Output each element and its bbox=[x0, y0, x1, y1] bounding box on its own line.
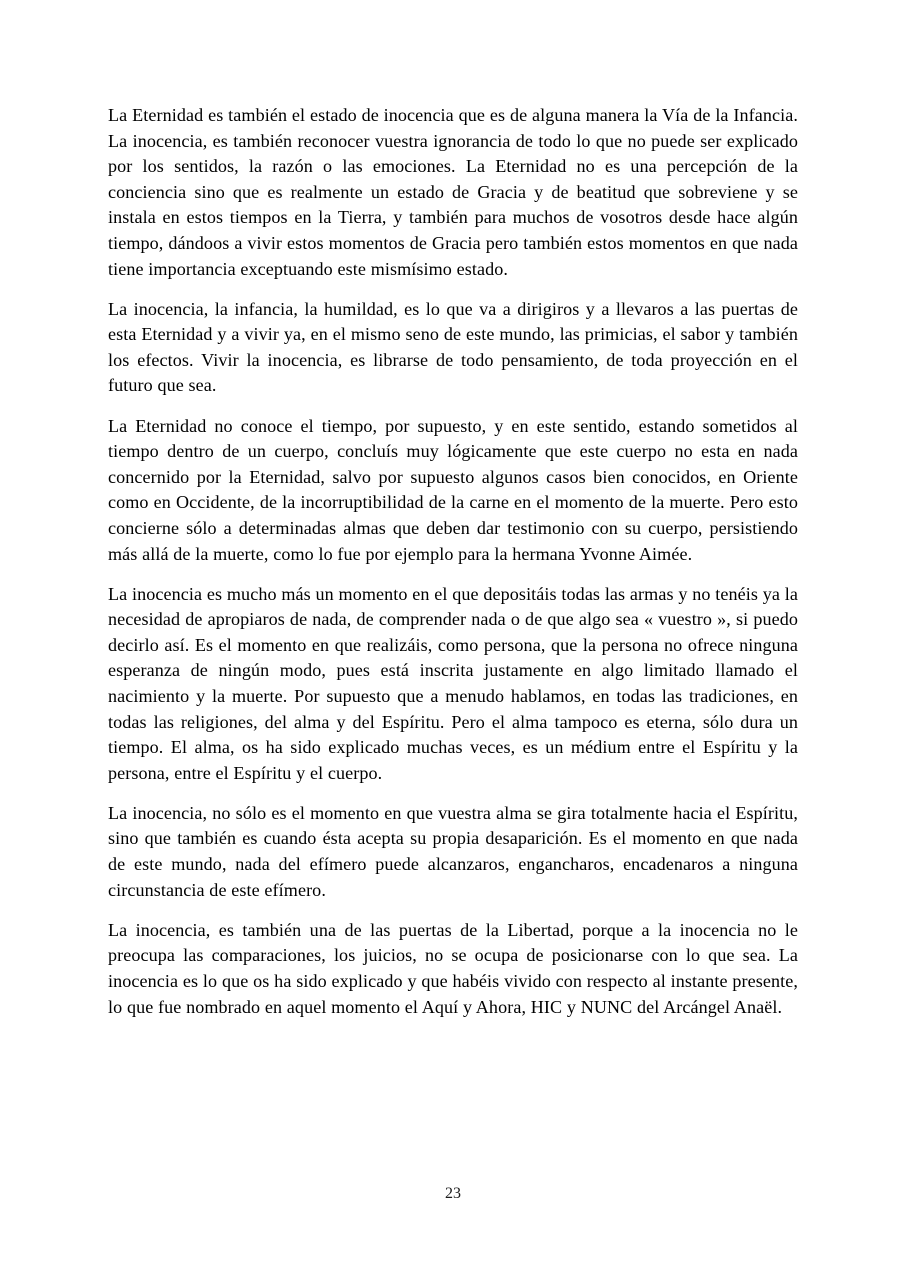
body-paragraph: La inocencia, no sólo es el momento en que vuestra alma se gira totalmente hacia el Espíritu, sino que también es cuando ésta acepta su propia desaparición. Es el momento en que nada de este mundo, nada del efímero puede alcanzaros, engancharos, encadenaros a ninguna circunstancia de este efímero. bbox=[108, 802, 798, 900]
body-paragraph: La inocencia, es también una de las puertas de la Libertad, porque a la inocencia no le preocupa las comparaciones, los juicios, no se ocupa de posicionarse con lo que sea. La inocencia es lo que os ha sido explicado y que habéis vivido con respecto al instante presente, lo que fue nombrado en aquel momento el Aquí y Ahora, HIC y NUNC del Arcángel Anaël. bbox=[108, 919, 798, 1017]
body-paragraph: La Eternidad no conoce el tiempo, por supuesto, y en este sentido, estando sometidos al tiempo dentro de un cuerpo, concluís muy lógicamente que este cuerpo no esta en nada concernido por la Eternidad, salvo por supuesto algunos casos bien conocidos, en Oriente como en Occidente, de la incorruptibilidad de la carne en el momento de la muerte. Pero esto concierne sólo a determinadas almas que deben dar testimonio con su cuerpo, persistiendo más allá de la muerte, como lo fue por ejemplo para la hermana Yvonne Aimée. bbox=[108, 415, 798, 564]
body-paragraph: La inocencia es mucho más un momento en el que depositáis todas las armas y no tenéis ya la necesidad de apropiaros de nada, de comprender nada o de que algo sea « vuestro », si puedo decirlo así. Es el momento en que realizáis, como persona, que la persona no ofrece ninguna esperanza de ningún modo, pues está inscrita justamente en algo limitado llamado el nacimiento y la muerte. Por supuesto que a menudo hablamos, en todas las tradiciones, en todas las religiones, del alma y del Espíritu. Pero el alma tampoco es eterna, sólo dura un tiempo. El alma, os ha sido explicado muchas veces, es un médium entre el Espíritu y la persona, entre el Espíritu y el cuerpo. bbox=[108, 583, 798, 783]
body-text-column bbox=[108, 103, 798, 1020]
body-paragraph: La inocencia, la infancia, la humildad, es lo que va a dirigiros y a llevaros a las puertas de esta Eternidad y a vivir ya, en el mismo seno de este mundo, las primicias, el sabor y también los efectos. Vivir la inocencia, es librarse de todo pensamiento, de toda proyección en el futuro que sea. bbox=[108, 298, 798, 396]
body-paragraph: La Eternidad es también el estado de inocencia que es de alguna manera la Vía de la Infancia. La inocencia, es también reconocer vuestra ignorancia de todo lo que no puede ser explicado por los sentidos, la razón o las emociones. La Eternidad no es una percepción de la conciencia sino que es realmente un estado de Gracia y de beatitud que sobreviene y se instala en estos tiempos en la Tierra, y también para muchos de vosotros desde hace algún tiempo, dándoos a vivir estos momentos de Gracia pero también estos momentos en que nada tiene importancia exceptuando este mismísimo estado. bbox=[108, 105, 798, 279]
page-number: 23 bbox=[445, 1185, 461, 1202]
